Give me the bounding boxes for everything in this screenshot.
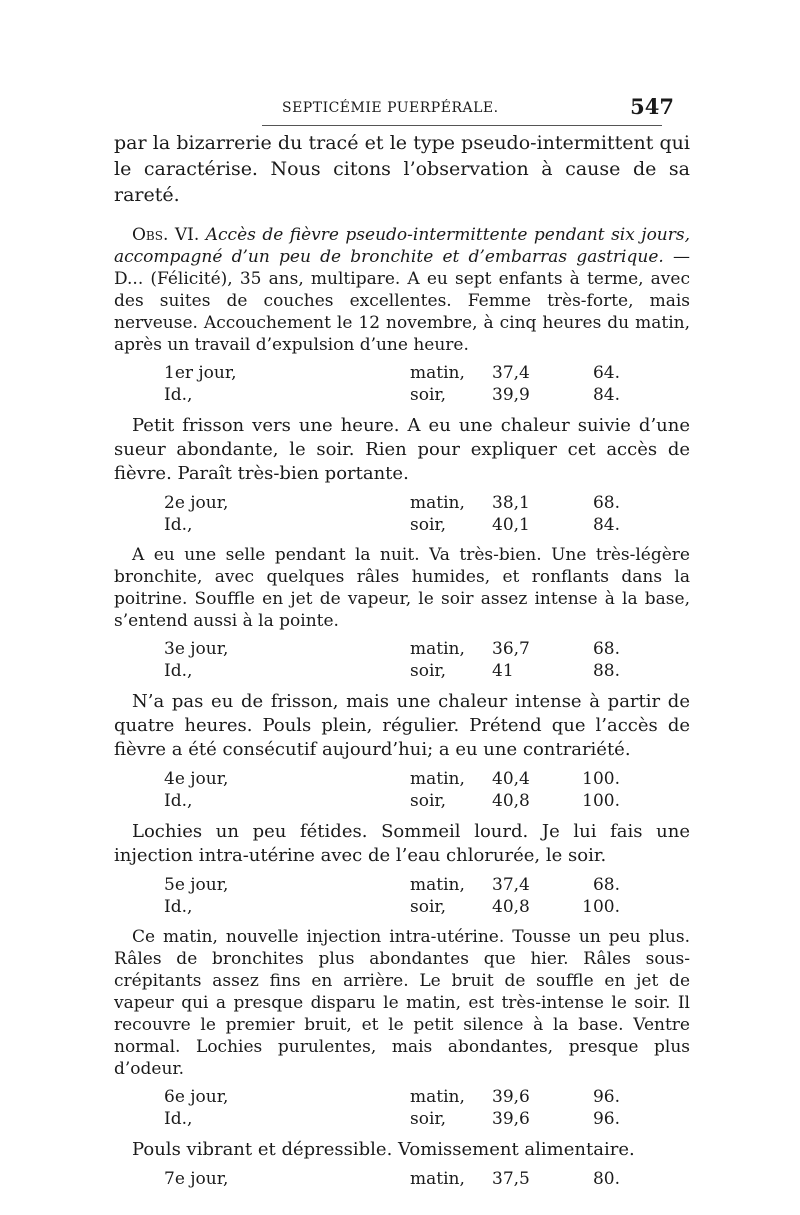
time-label: matin, [410,1087,465,1107]
temperature-value: 40,4 [492,769,530,789]
table-row [114,638,620,660]
time-label: matin, [410,769,465,789]
time-label: matin, [410,363,465,383]
temperature-value: 37,4 [492,363,530,383]
pulse-value: 96. [592,1109,620,1129]
day-1-table [114,362,620,406]
table-row [114,492,620,514]
day-label: 2e jour, [164,493,229,513]
day-label: 5e jour, [164,875,229,895]
day-label: Id., [164,385,193,405]
day-label: 3e jour, [164,639,229,659]
day-4-table [114,768,620,812]
time-label: soir, [410,1109,447,1129]
page-header [112,92,682,122]
day-label: Id., [164,897,193,917]
table-row [114,1168,620,1190]
table-row [114,514,620,536]
pulse-value: 84. [592,515,620,535]
page-number: 547 [630,94,674,119]
table-row [114,1086,620,1108]
pulse-value: 88. [592,661,620,681]
temperature-value: 37,4 [492,875,530,895]
table-row [114,874,620,896]
pulse-value: 80. [592,1169,620,1189]
day-3-note: N’a pas eu de frisson, mais une chaleur intense à partir de quatre heures. Pouls plein, régulier. Prétend que l’accès de fièvre a été consécutif aujourd’hui; a eu une contrariété. [114,691,690,760]
temperature-value: 41 [492,661,514,681]
day-label: 4e jour, [164,769,229,789]
day-3-table [114,638,620,682]
day-4-note: Lochies un peu fétides. Sommeil lourd. Je lui fais une injection intra-utérine avec de l’eau chlorurée, le soir. [114,821,690,866]
time-label: matin, [410,875,465,895]
day-label: Id., [164,791,193,811]
observation-paragraph [114,224,690,356]
table-row [114,660,620,682]
table-row [114,768,620,790]
temperature-value: 37,5 [492,1169,530,1189]
temperature-value: 36,7 [492,639,530,659]
temperature-value: 39,6 [492,1109,530,1129]
pulse-value: 68. [592,493,620,513]
day-label: 6e jour, [164,1087,229,1107]
day-6-table [114,1086,620,1130]
day-label: 1er jour, [164,363,237,383]
header-rule [262,125,662,126]
day-5-note: Ce matin, nouvelle injection intra-utérine. Tousse un peu plus. Râles de bronchites plus abondantes que hier. Râles sous-crépitants assez fins en arrière. Le bruit de souffle en jet de vapeur qui a presque disparu le matin, est très-intense le soir. Il recouvre le premier bruit, et le petit silence à la base. Ventre normal. Lochies purulentes, mais abondantes, presque plus d’odeur. [114,927,690,1079]
temperature-value: 40,8 [492,897,530,917]
day-label: Id., [164,1109,193,1129]
time-label: soir, [410,661,447,681]
running-title: SEPTICÉMIE PUERPÉRALE. [282,100,499,116]
temperature-value: 40,8 [492,791,530,811]
day-label: 7e jour, [164,1169,229,1189]
pulse-value: 84. [592,385,620,405]
time-label: matin, [410,493,465,513]
temperature-value: 40,1 [492,515,530,535]
intro-paragraph: par la bizarrerie du tracé et le type pseudo-intermittent qui le caractérise. Nous citons l’observation à cause de sa rareté. [114,132,690,206]
day-7-table [114,1168,620,1190]
observation-text: — D... (Félicité), 35 ans, multipare. A eu sept enfants à terme, avec des suites de couches excellentes. Femme très-forte, mais nerveuse. Accouchement le 12 novembre, à cinq heures du matin, après un travail d’expulsion d’une heure. [114,247,690,355]
time-label: matin, [410,639,465,659]
day-label: Id., [164,515,193,535]
observation-label: Obs. VI. [132,225,200,245]
temperature-value: 39,6 [492,1087,530,1107]
time-label: soir, [410,385,447,405]
time-label: soir, [410,515,447,535]
temperature-value: 39,9 [492,385,530,405]
day-label: Id., [164,661,193,681]
table-row [114,896,620,918]
pulse-value: 100. [582,897,620,917]
table-row [114,1108,620,1130]
pulse-value: 96. [592,1087,620,1107]
observation-title: Accès de fièvre pseudo-intermittente pendant six jours, accompagné d’un peu de bronchite et d’embarras gastrique. [114,225,691,267]
table-row [114,362,620,384]
pulse-value: 64. [592,363,620,383]
time-label: matin, [410,1169,465,1189]
day-2-note: A eu une selle pendant la nuit. Va très-bien. Une très-légère bronchite, avec quelques râles humides, et ronflants dans la poitrine. Souffle en jet de vapeur, le soir assez intense à la base, s’entend aussi à la pointe. [114,545,690,631]
pulse-value: 68. [592,875,620,895]
time-label: soir, [410,897,447,917]
pulse-value: 100. [582,769,620,789]
table-row [114,790,620,812]
day-6-note: Pouls vibrant et dépressible. Vomissement alimentaire. [132,1139,635,1160]
page-body [114,130,690,1194]
temperature-value: 38,1 [492,493,530,513]
day-1-note: Petit frisson vers une heure. A eu une chaleur suivie d’une sueur abondante, le soir. Rien pour expliquer cet accès de fièvre. Paraît très-bien portante. [114,415,690,484]
pulse-value: 68. [592,639,620,659]
table-row [114,384,620,406]
day-5-table [114,874,620,918]
day-2-table [114,492,620,536]
time-label: soir, [410,791,447,811]
pulse-value: 100. [582,791,620,811]
